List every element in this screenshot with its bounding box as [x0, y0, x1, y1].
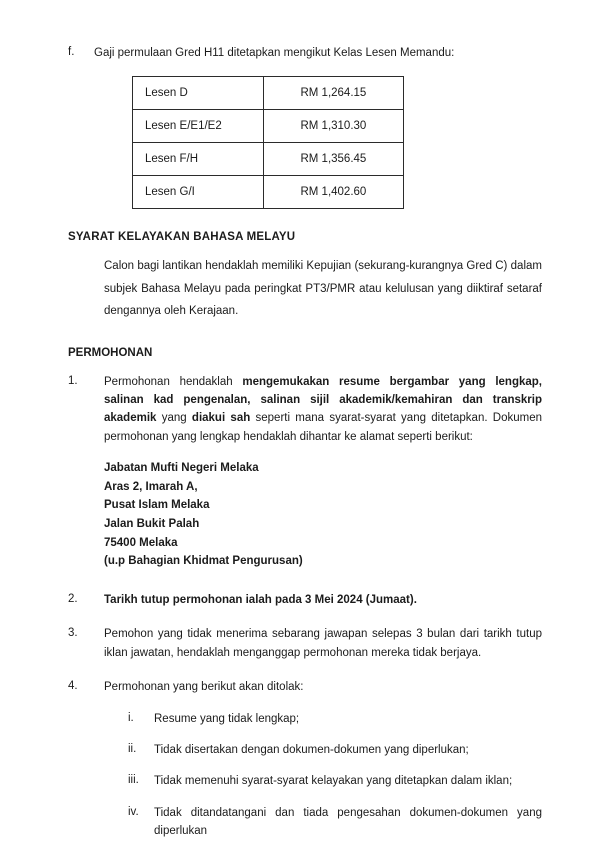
- item-marker: 3.: [68, 627, 78, 640]
- section-heading-permohonan: PERMOHONAN: [68, 346, 153, 359]
- amount-cell: RM 1,356.45: [263, 143, 403, 176]
- item-text-bold1: mengemukakan resume bergambar yang lengkap, salinan kad pengenalan, salinan sijil akademik/kemahiran dan transkrip akademik: [104, 375, 542, 425]
- item-text-part2: yang: [156, 412, 192, 425]
- licence-cell: Lesen F/H: [133, 143, 264, 176]
- section-heading-bahasa-melayu: SYARAT KELAYAKAN BAHASA MELAYU: [68, 231, 296, 244]
- item-marker: i.: [128, 711, 134, 724]
- amount-cell: RM 1,402.60: [263, 176, 403, 209]
- licence-cell: Lesen D: [133, 77, 264, 110]
- item-text-bold1: Tarikh tutup permohonan ialah pada 3 Mei 2024 (Jumaat).: [104, 593, 417, 606]
- item-text: Resume yang tidak lengkap;: [154, 712, 300, 725]
- item-text: [104, 373, 542, 447]
- item-text: Tidak ditandatangani dan tiada pengesahan dokumen-dokumen yang diperlukan: [154, 806, 542, 838]
- document-content: [68, 44, 542, 840]
- address-line: (u.p Bahagian Khidmat Pengurusan): [104, 555, 303, 568]
- item-text: Tidak disertakan dengan dokumen-dokumen yang diperlukan;: [154, 743, 469, 756]
- item-text: Permohonan yang berikut akan ditolak:: [104, 681, 304, 694]
- item-text: Pemohon yang tidak menerima sebarang jawapan selepas 3 bulan dari tarikh tutup iklan jawatan, hendaklah menganggap permohonan mereka tidak berjaya.: [104, 628, 542, 659]
- address-line: Pusat Islam Melaka: [104, 499, 210, 512]
- item-marker: iii.: [128, 774, 139, 787]
- amount-cell: RM 1,264.15: [263, 77, 403, 110]
- address-line: 75400 Melaka: [104, 536, 178, 549]
- item-text: Tidak memenuhi syarat-syarat kelayakan yang ditetapkan dalam iklan;: [154, 775, 513, 788]
- item-marker: ii.: [128, 742, 137, 755]
- address-line: Jabatan Mufti Negeri Melaka: [104, 462, 259, 475]
- permohonan-list: [68, 373, 542, 841]
- list-item: [104, 804, 542, 841]
- item-marker: 4.: [68, 680, 78, 693]
- table-row: [133, 77, 404, 110]
- item-marker: iv.: [128, 805, 139, 818]
- list-item: [68, 44, 542, 62]
- section-paragraph-bahasa-melayu: Calon bagi lantikan hendaklah memiliki Kepujian (sekurang-kurangnya Gred C) dalam subjek Bahasa Melayu pada peringkat PT3/PMR atau kelulusan yang diiktiraf setaraf dengannya oleh Kerajaan.: [104, 260, 542, 318]
- list-item: [68, 625, 542, 662]
- item-text: Gaji permulaan Gred H11 ditetapkan mengikut Kelas Lesen Memandu:: [94, 47, 455, 59]
- item-text-bold2: diakui sah: [191, 412, 251, 425]
- item-text: [104, 591, 542, 609]
- rejection-list: [104, 710, 542, 841]
- list-item: [104, 772, 542, 790]
- salary-table: [132, 76, 404, 209]
- amount-cell: RM 1,310.30: [263, 110, 403, 143]
- salary-table-body: [133, 77, 404, 209]
- address-block: [104, 459, 542, 571]
- licence-cell: Lesen G/I: [133, 176, 264, 209]
- table-row: [133, 176, 404, 209]
- item-text-part1: Permohonan hendaklah: [104, 375, 243, 388]
- list-item: [68, 678, 542, 696]
- table-row: [133, 143, 404, 176]
- address-line: Jalan Bukit Palah: [104, 518, 200, 531]
- item-marker: 1.: [68, 374, 78, 387]
- list-item: [68, 591, 542, 609]
- item-marker: 2.: [68, 592, 78, 605]
- address-line: Aras 2, Imarah A,: [104, 480, 198, 493]
- item-marker: f.: [68, 46, 75, 58]
- table-row: [133, 110, 404, 143]
- item-text-part3: seperti mana syarat-syarat yang ditetapkan. Dokumen permohonan yang lengkap hendaklah dihantar ke alamat seperti berikut:: [104, 412, 543, 443]
- list-item: [104, 741, 542, 759]
- licence-cell: Lesen E/E1/E2: [133, 110, 264, 143]
- list-item: [68, 373, 542, 447]
- list-item: [104, 710, 542, 728]
